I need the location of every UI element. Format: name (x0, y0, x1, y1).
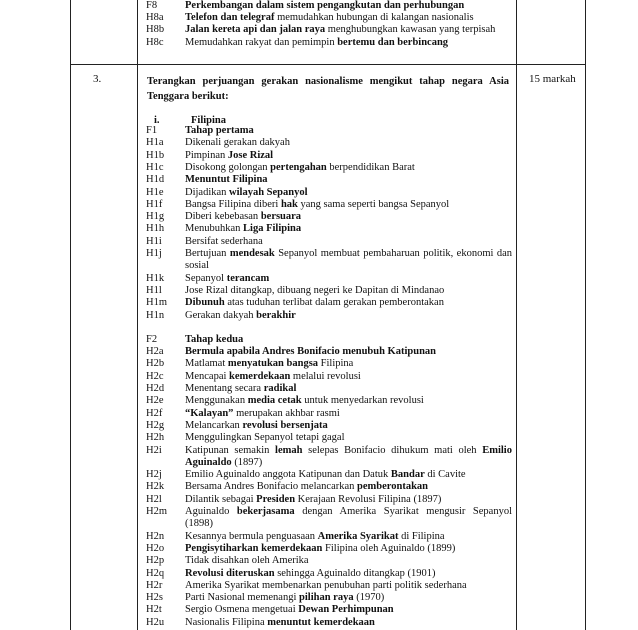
point-text-segment: Tahap kedua (185, 333, 244, 345)
point-text (185, 408, 512, 420)
point-text (185, 445, 512, 469)
point-text-segment: Sepanyol (185, 272, 227, 284)
point-text (185, 297, 512, 309)
point-text-segment: dengan Amerika Syarikat mengusir Sepanyol (1898) (185, 506, 513, 529)
point-text-segment: Emilio Aguinaldo (185, 444, 512, 468)
point-text (185, 506, 512, 530)
point-text-segment: yang sama seperti bangsa Sepanyol (297, 198, 450, 210)
point-text-segment: Kerajaan Revolusi Filipina (1897) (295, 493, 442, 505)
point-code: H2f (146, 407, 163, 419)
point-text (185, 481, 512, 493)
point-text (185, 211, 512, 223)
point-text-segment: Memudahkan rakyat dan pemimpin (185, 36, 338, 48)
point-text-segment: Dijadikan (185, 186, 230, 198)
point-text (185, 150, 512, 162)
point-code: H2h (146, 432, 165, 444)
point-code: H1n (146, 309, 165, 321)
point-text (185, 617, 512, 629)
point-code: F8 (146, 0, 158, 11)
point-text (185, 12, 512, 24)
point-code: H2k (146, 481, 165, 493)
point-text-segment: Menggulingkan Sepanyol tetapi gagal (185, 432, 345, 444)
point-text-segment: atas tuduhan terlibat dalam gerakan pemberontakan (224, 297, 444, 309)
point-text-segment: Menggunakan (185, 395, 248, 407)
point-text (185, 273, 512, 285)
point-text (185, 0, 512, 12)
point-text-segment: Presiden (256, 493, 296, 505)
table-divider-marks (516, 0, 517, 630)
point-text-segment: Katipunan semakin (185, 444, 276, 456)
point-text-segment: menyatukan bangsa (227, 358, 319, 370)
point-text-segment: Gerakan dakyah (185, 309, 257, 321)
point-text-segment: Tidak disahkan oleh Amerika (185, 555, 309, 567)
point-text-segment: selepas Bonifacio dihukum mati oleh (302, 444, 483, 456)
point-text (185, 494, 512, 506)
point-text-segment: Sepanyol membuat pembaharuan politik, ekonomi dan sosial (185, 248, 513, 271)
point-text-segment: Emilio Aguinaldo anggota Katipunan dan Datuk (185, 469, 391, 481)
point-code: H8a (146, 12, 164, 24)
point-text-segment: Mencapai (185, 370, 230, 382)
table-divider-number (137, 0, 138, 630)
point-text (185, 137, 512, 149)
point-text-segment: Nasionalis Filipina (185, 616, 268, 628)
point-text-segment: Dewan Perhimpunan (298, 604, 394, 616)
point-text (185, 580, 512, 592)
point-text-segment: Aguinaldo (185, 506, 237, 517)
point-code: H1j (146, 248, 162, 259)
point-text-segment: untuk menyedarkan revolusi (301, 395, 424, 407)
point-text-segment: Dilantik sebagai (185, 493, 257, 505)
point-code: H1i (146, 235, 162, 247)
point-text-segment: di Cavite (424, 469, 466, 481)
point-text-segment: Telefon dan telegraf (185, 12, 275, 24)
point-text (185, 223, 512, 235)
point-code: H1l (146, 284, 162, 296)
point-text-segment: Disokong golongan (185, 161, 271, 173)
question-number: 3. (93, 73, 102, 85)
point-text-segment: radikal (263, 383, 297, 394)
point-text-segment: Filipina oleh Aguinaldo (1899) (322, 542, 456, 554)
point-text (185, 24, 512, 36)
point-text-segment: memudahkan hubungan di kalangan nasionalis (274, 12, 474, 24)
point-text-segment: berakhir (256, 309, 296, 321)
point-text-segment: terancam (226, 272, 270, 284)
point-text-segment: pemberontakan (357, 481, 429, 493)
section-code: i. (154, 115, 160, 126)
point-code: H8b (146, 24, 165, 36)
point-text-segment: Pimpinan (185, 149, 228, 161)
point-text-segment: Bermula apabila Andres Bonifacio menubuh Katipunan (185, 346, 436, 358)
point-code: H2c (146, 370, 164, 382)
point-text-segment: Melancarkan (185, 419, 243, 431)
point-text-segment: Dibunuh (185, 297, 225, 309)
point-code: H1k (146, 272, 165, 284)
point-text-segment: Bandar (390, 469, 425, 481)
table-border-right (585, 0, 586, 630)
point-text-segment: Revolusi diteruskan (185, 567, 275, 579)
point-text (185, 162, 512, 174)
point-code: H2m (146, 506, 167, 517)
point-code: H2d (146, 383, 165, 394)
point-text-segment: Diberi kebebasan (185, 211, 261, 223)
point-text-segment: Bertujuan (185, 248, 230, 259)
question-marks: 15 markah (529, 73, 576, 85)
point-text (185, 604, 512, 616)
point-text (185, 432, 512, 444)
point-text-segment: Parti Nasional memenangi (185, 592, 300, 604)
point-text-segment: Sergio Osmena mengetuai (185, 604, 299, 616)
point-text-segment: Jose Rizal ditangkap, dibuang negeri ke Dapitan di Mindanao (185, 284, 445, 296)
point-text-segment: Bangsa Filipina diberi (185, 198, 281, 210)
point-text-segment: merupakan akhbar rasmi (233, 407, 340, 419)
point-code: H8c (146, 36, 164, 48)
point-text-segment: menghubungkan kawasan yang terpisah (325, 24, 496, 36)
point-code: H2p (146, 555, 165, 567)
point-text-segment: Bersama Andres Bonifacio melancarkan (185, 481, 358, 493)
point-code: H2a (146, 346, 164, 358)
section-title: Filipina (191, 115, 227, 126)
point-text (185, 125, 512, 137)
point-text-segment: bersuara (260, 211, 302, 223)
point-text (185, 555, 512, 567)
point-code: H2i (146, 444, 162, 456)
point-code: H2l (146, 493, 162, 505)
table-border-left (70, 0, 71, 630)
point-code: H2o (146, 542, 165, 554)
point-code: F1 (146, 125, 158, 136)
point-text-segment: Kesannya bermula penguasaan (185, 530, 318, 542)
point-text-segment: bertemu dan berbincang (337, 36, 449, 48)
point-text-segment: Liga Filipina (243, 223, 302, 235)
point-text-segment: media cetak (247, 395, 302, 407)
point-text-segment: Amerika Syarikat (317, 530, 399, 542)
point-text-segment: (1897) (231, 456, 263, 468)
point-text-segment: bekerjasama (236, 506, 295, 517)
point-text-segment: Perkembangan dalam sistem pengangkutan dan perhubungan (185, 0, 465, 11)
point-text-segment: Dikenali gerakan dakyah (185, 137, 290, 149)
point-text (185, 310, 512, 322)
point-text-segment: sehingga Aguinaldo ditangkap (1901) (274, 567, 436, 579)
point-text-segment: Bersifat sederhana (185, 235, 263, 247)
point-text-segment: hak (280, 198, 298, 210)
point-text-segment: Menentang secara (185, 383, 264, 394)
question-text: Terangkan perjuangan gerakan nasionalisme mengikut tahap negara Asia Tenggara berikut: (147, 76, 509, 102)
point-text-segment: menuntut kemerdekaan (267, 616, 375, 628)
point-code: H2j (146, 469, 162, 481)
point-text-segment: pilihan raya (299, 592, 354, 604)
point-text (185, 383, 512, 395)
point-text (185, 469, 512, 481)
point-text (185, 346, 512, 358)
point-text (185, 371, 512, 383)
table-row-divider (70, 64, 586, 65)
point-text (185, 592, 512, 604)
point-code: H1f (146, 198, 163, 210)
point-text (185, 568, 512, 580)
point-text-segment: Menubuhkan (185, 223, 244, 235)
point-text-segment: melalui revolusi (290, 370, 361, 382)
point-code: H2b (146, 358, 165, 370)
point-text (185, 358, 512, 370)
point-text-segment: Filipina (318, 358, 354, 370)
point-text (185, 531, 512, 543)
point-text-segment: mendesak (229, 248, 275, 259)
point-code: H2g (146, 419, 165, 431)
point-text-segment: Jalan kereta api dan jalan raya (185, 24, 326, 36)
point-code: H2q (146, 567, 165, 579)
point-text (185, 334, 512, 346)
point-code: H2t (146, 604, 162, 616)
point-text (185, 187, 512, 199)
point-text (185, 285, 512, 297)
point-code: H2r (146, 579, 163, 591)
point-code: H1c (146, 161, 164, 173)
point-text-segment: pertengahan (270, 161, 327, 173)
point-code: H1b (146, 149, 165, 161)
point-text (185, 199, 512, 211)
point-text (185, 395, 512, 407)
point-code: H1g (146, 211, 165, 223)
point-text-segment: Menuntut Filipina (185, 174, 268, 186)
point-text (185, 420, 512, 432)
point-text-segment: revolusi bersenjata (242, 419, 328, 431)
point-code: H1d (146, 174, 165, 186)
point-code: H2e (146, 395, 164, 407)
point-text-segment: Jose Rizal (227, 149, 274, 161)
point-code: H1h (146, 223, 165, 235)
point-text-segment: “Kalayan” (185, 407, 234, 419)
point-text (185, 248, 512, 272)
point-text-segment: berpendidikan Barat (326, 161, 415, 173)
point-text-segment: lemah (275, 444, 303, 456)
point-text (185, 174, 512, 186)
point-text-segment: Amerika Syarikat membenarkan penubuhan parti politik sederhana (185, 579, 467, 591)
point-code: F2 (146, 333, 158, 345)
point-text-segment: wilayah Sepanyol (229, 186, 308, 198)
point-code: H2s (146, 592, 163, 604)
point-text-segment: Tahap pertama (185, 125, 254, 136)
point-text-segment: di Filipina (398, 530, 445, 542)
point-code: H2u (146, 616, 165, 628)
point-code: H1m (146, 297, 167, 309)
point-text (185, 543, 512, 555)
point-text-segment: Pengisytiharkan kemerdekaan (185, 542, 323, 554)
point-text-segment: Matlamat (185, 358, 228, 370)
point-text (185, 37, 512, 49)
point-text-segment: kemerdekaan (229, 370, 291, 382)
point-code: H2n (146, 530, 165, 542)
point-text-segment: (1970) (353, 592, 385, 604)
point-text (185, 236, 512, 248)
point-code: H1a (146, 137, 164, 149)
point-code: H1e (146, 186, 164, 198)
